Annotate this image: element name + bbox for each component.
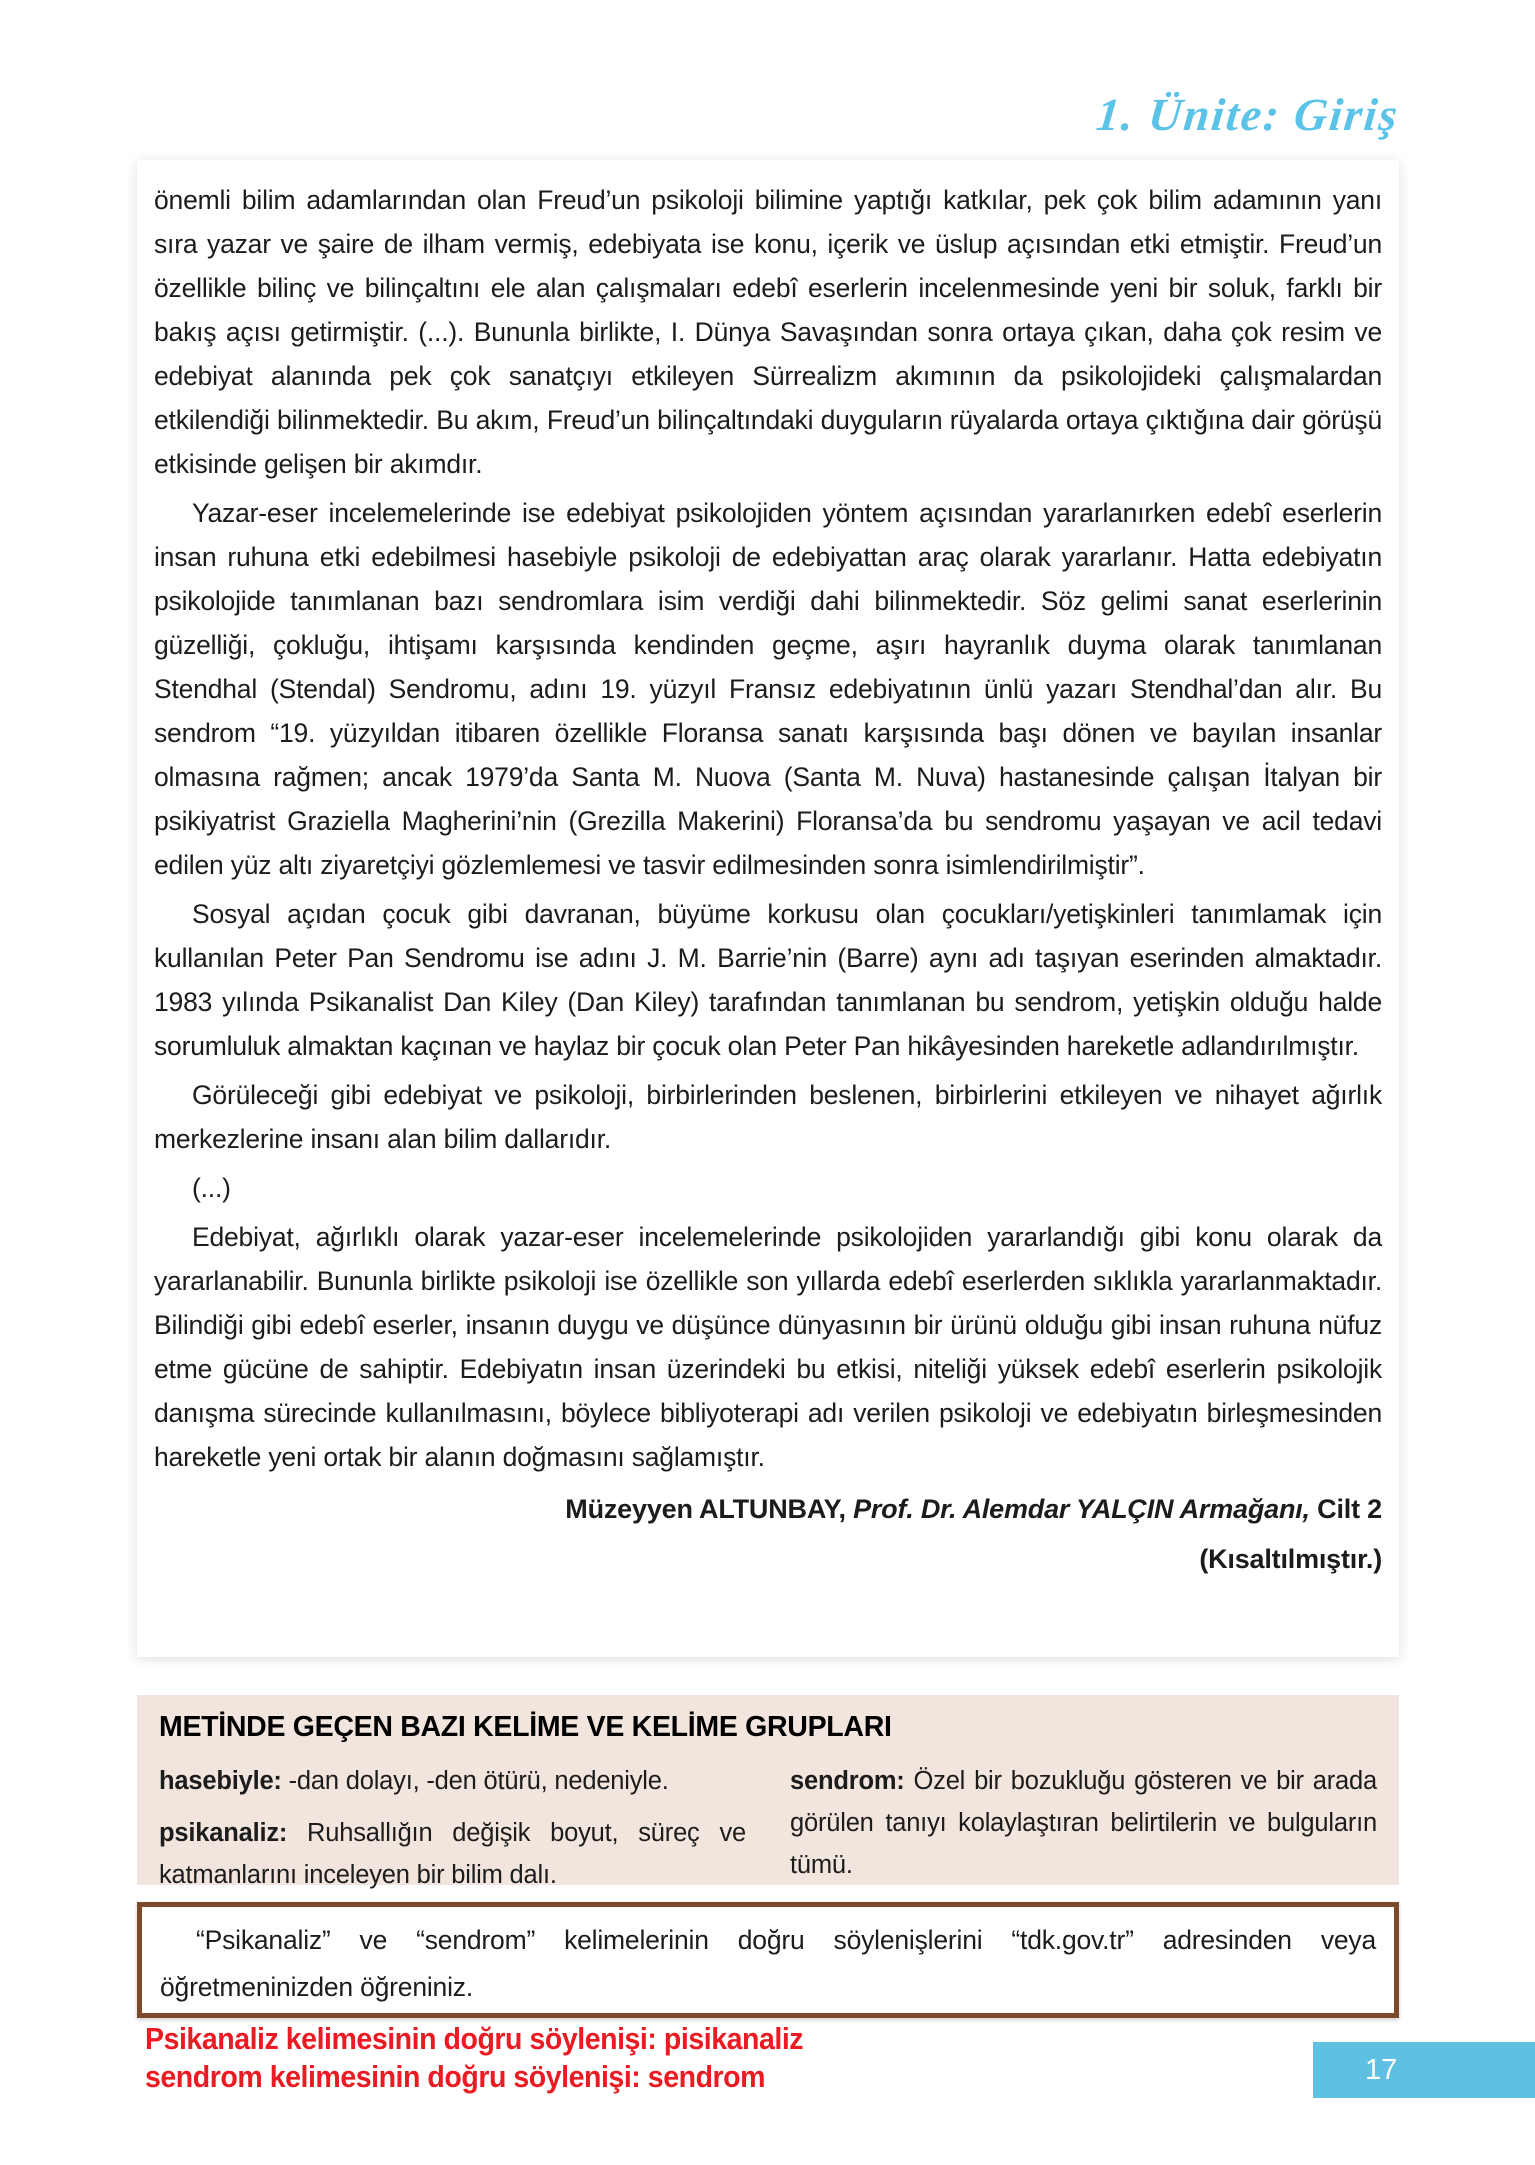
- attribution-line: [154, 1484, 1382, 1534]
- attribution-volume: Cilt 2: [1309, 1494, 1382, 1524]
- reading-text-card: [137, 160, 1399, 1657]
- attribution-author: Müzeyyen ALTUNBAY,: [565, 1494, 854, 1524]
- attribution-work-title: Prof. Dr. Alemdar YALÇIN Armağanı,: [853, 1494, 1310, 1524]
- vocabulary-title: METİNDE GEÇEN BAZI KELİME VE KELİME GRUPLARI: [159, 1711, 892, 1743]
- attribution-note: (Kısaltılmıştır.): [1199, 1544, 1382, 1574]
- vocabulary-column-right: [790, 1760, 1377, 1906]
- vocabulary-entry: [159, 1760, 746, 1802]
- paragraph: Sosyal açıdan çocuk gibi davranan, büyüme korkusu olan çocukları/yetişkinleri tanımlamak için kullanılan Peter Pan Sendromu ise adını J. M. Barrie’nin (Barre) aynı adı taşıyan eserinden almaktadır. 1983 yılında Psikanalist Dan Kiley (Dan Kiley) tarafından tanımlanan bu sendrom, yetişkin olduğu halde sorumluluk almaktan kaçınan ve haylaz bir çocuk olan Peter Pan hikâyesinden hareketle adlandırılmıştır.: [154, 899, 1382, 1061]
- ellipsis-line: (...): [192, 1173, 231, 1203]
- paragraph: önemli bilim adamlarından olan Freud’un psikoloji bilimine yaptığı katkılar, pek çok bilim adamının yanı sıra yazar ve şaire de ilham vermiş, edebiyata ise konu, içerik ve üslup açısından etki etmiştir. Freud’un özellikle bilinç ve bilinçaltını ele alan çalışmaları edebî eserlerin incelenmesinde yeni bir soluk, farklı bir bakış açısı getirmiştir. (...). Bununla birlikte, I. Dünya Savaşından sonra ortaya çıkan, daha çok resim ve edebiyat alanında pek çok sanatçıyı etkileyen Sürrealizm akımının da psikolojideki çalışmalardan etkilendiği bilinmektedir. Bu akım, Freud’un bilinçaltındaki duyguların rüyalarda ortaya çıktığına dair görüşü etkisinde gelişen bir akımdır.: [154, 185, 1382, 479]
- vocabulary-definition: Özel bir bozukluğu gösteren ve bir arada görülen tanıyı kolaylaştıran belirtilerin ve bulguların tümü.: [790, 1767, 1377, 1879]
- paragraph: Edebiyat, ağırlıklı olarak yazar-eser incelemelerinde psikolojiden yararlandığı gibi konu olarak da yararlanabilir. Bununla birlikte psikoloji ise özellikle son yıllarda edebî eserlerden sıklıkla yararlanmaktadır. Bilindiği gibi edebî eserler, insanın duygu ve düşünce dünyasının bir ürünü olduğu gibi insan ruhuna nüfuz etme gücüne de sahiptir. Edebiyatın insan üzerindeki bu etkisi, niteliği yüksek edebî eserlerin psikolojik danışma sürecinde kullanılmasını, böylece bibliyoterapi adı verilen psikoloji ve edebiyatın birleşmesinden hareketle yeni ortak bir alanın doğmasını sağlamıştır.: [154, 1222, 1382, 1472]
- vocabulary-term: sendrom:: [790, 1767, 905, 1795]
- vocabulary-term: hasebiyle:: [159, 1767, 282, 1795]
- vocabulary-definition: -dan dolayı, -den ötürü, nedeniyle.: [281, 1767, 669, 1795]
- vocabulary-column-left: [159, 1760, 746, 1906]
- vocabulary-columns: [159, 1760, 1377, 1906]
- page-number: 17: [1365, 2054, 1398, 2086]
- paragraph: Yazar-eser incelemelerinde ise edebiyat psikolojiden yöntem açısından yararlanırken edebî eserlerin insan ruhuna etki edebilmesi hasebiyle psikoloji de edebiyattan araç olarak yararlanır. Hatta edebiyatın psikolojide tanımlanan bazı sendromlara isim verdiği dahi bilinmektedir. Söz gelimi sanat eserlerinin güzelliği, çokluğu, ihtişamı karşısında kendinden geçme, aşırı hayranlık duyma olarak tanımlanan Stendhal (Stendal) Sendromu, adını 19. yüzyıl Fransız edebiyatının ünlü yazarı Stendhal’dan alır. Bu sendrom “19. yüzyıldan itibaren özellikle Floransa sanatı karşısında başı dönen ve bayılan insanlar olmasına rağmen; ancak 1979’da Santa M. Nuova (Santa M. Nuva) hastanesinde çalışan İtalyan bir psikiyatrist Graziella Magherini’nin (Grezilla Makerini) Floransa’da bu sendromu yaşayan ve acil tedavi edilen yüz altı ziyaretçiyi gözlemlemesi ve tasvir edilmesinden sonra isimlendirilmiştir”.: [154, 498, 1382, 880]
- answer-line: Psikanaliz kelimesinin doğru söylenişi: pisikanaliz: [145, 2021, 804, 2056]
- activity-note-text: “Psikanaliz” ve “sendrom” kelimelerinin doğru söylenişlerini “tdk.gov.tr” adresinden veya öğretmeninizden öğreniniz.: [160, 1925, 1376, 2002]
- unit-header: 1. Ünite: Giriş: [1094, 89, 1402, 140]
- vocabulary-term: psikanaliz:: [159, 1819, 288, 1847]
- vocabulary-entry: [159, 1812, 746, 1896]
- answer-key: [145, 2020, 973, 2096]
- vocabulary-entry: [790, 1760, 1377, 1886]
- activity-note-box: [137, 1902, 1399, 2018]
- vocabulary-box: [137, 1695, 1399, 1889]
- paragraph: Görüleceği gibi edebiyat ve psikoloji, birbirlerinden beslenen, birbirlerini etkileyen ve nihayet ağırlık merkezlerine insanı alan bilim dallarıdır.: [154, 1080, 1382, 1154]
- page-number-badge: [1313, 2042, 1535, 2098]
- answer-line: sendrom kelimesinin doğru söylenişi: sendrom: [145, 2059, 766, 2094]
- vocabulary-definition: Ruhsallığın değişik boyut, süreç ve katmanlarını inceleyen bir bilim dalı.: [159, 1819, 746, 1889]
